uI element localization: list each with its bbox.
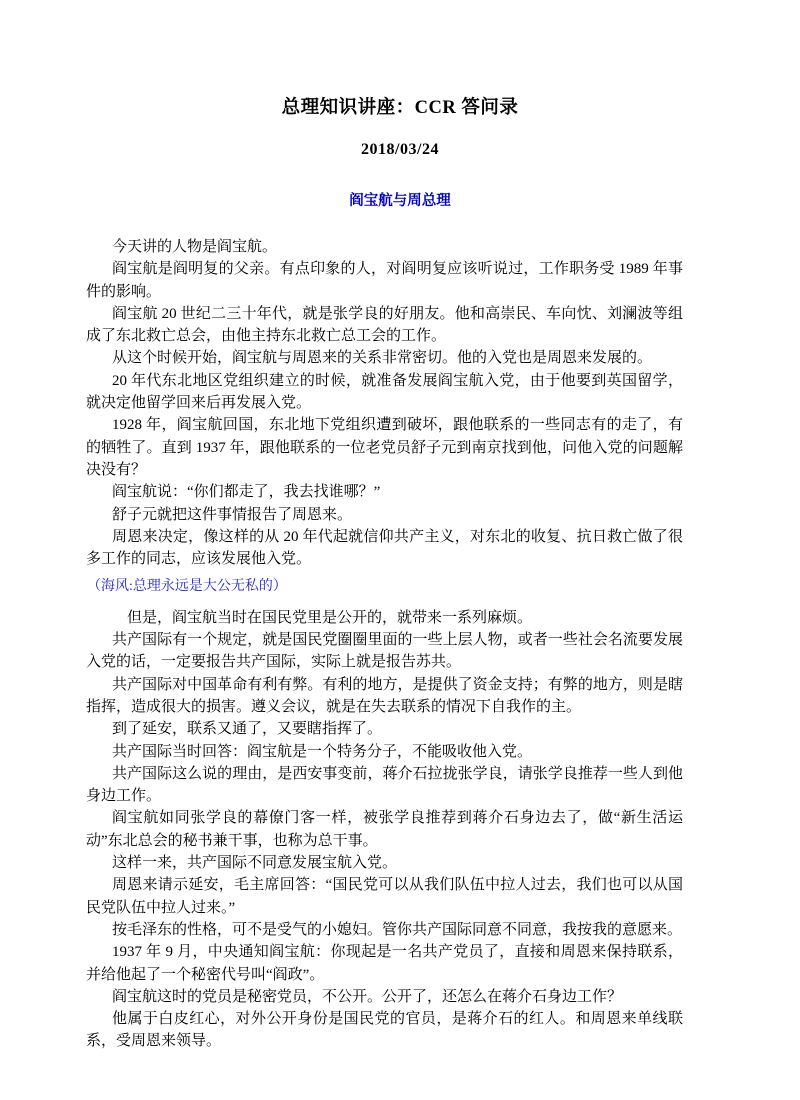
paragraph: 1928 年，阎宝航回国，东北地下党组织遭到破坏，跟他联系的一些同志有的走了，有的牺牲了。直到 1937 年，跟他联系的一位老党员舒子元到南京找到他，问他入党的问题解决没有？	[86, 417, 683, 478]
document-date: 2018/03/24	[361, 141, 439, 158]
paragraph: 共产国际有一个规定，就是国民党圈圈里面的一些上层人物，或者一些社会名流要发展入党的话，一定要报告共产国际，实际上就是报告苏共。	[86, 632, 683, 671]
paragraph: 从这个时候开始，阎宝航与周恩来的关系非常密切。他的入党也是周恩来发展的。	[112, 350, 653, 367]
paragraph: 到了延安，联系又通了，又要瞎指挥了。	[112, 721, 383, 738]
paragraph: 1937 年 9 月，中央通知阎宝航：你现起是一名共产党员了，直接和周恩来保持联系，并给他起了一个秘密代号叫“阎政”。	[86, 944, 683, 983]
paragraph: 阎宝航说：“你们都走了，我去找谁哪？”	[112, 484, 381, 501]
paragraph: 他属于白皮红心，对外公开身份是国民党的官员，是蒋介石的红人。和周恩来单线联系，受周恩来领导。	[86, 1011, 683, 1050]
document-title: 总理知识讲座：CCR 答问录	[281, 98, 519, 118]
paragraph: 但是，阎宝航当时在国民党里是公开的，就带来一系列麻烦。	[127, 609, 533, 626]
commenter-note: （海风:总理永远是大公无私的）	[87, 579, 287, 595]
document-body	[86, 236, 683, 1053]
paragraph: 20 年代东北地区党组织建立的时候，就准备发展阎宝航入党，由于他要到英国留学，就决定他留学回来后再发展入党。	[86, 372, 683, 412]
paragraph: 共产国际当时回答：阎宝航是一个特务分子，不能吸收他入党。	[112, 743, 533, 760]
section-heading: 阎宝航与周总理	[349, 193, 451, 209]
paragraph: 今天讲的人物是阎宝航。	[112, 239, 278, 255]
paragraph: 这样一来，共产国际不同意发展宝航入党。	[112, 855, 398, 872]
paragraph: 阎宝航是阎明复的父亲。有点印象的人，对阎明复应该听说过，工作职务受 1989 年事件的影响。	[86, 261, 683, 300]
paragraph: 阎宝航如同张学良的幕僚门客一样，被张学良推荐到蒋介石身边去了，做“新生活运动”东北总会的秘书兼干事，也称为总干事。	[86, 810, 683, 849]
paragraph: 共产国际这么说的理由，是西安事变前，蒋介石拉拢张学良，请张学良推荐一些人到他身边工作。	[86, 765, 683, 805]
paragraph: 周恩来决定，像这样的从 20 年代起就信仰共产主义，对东北的收复、抗日救亡做了很多工作的同志，应该发展他入党。	[86, 528, 683, 568]
paragraph: 舒子元就把这件事情报告了周恩来。	[112, 506, 353, 523]
paragraph: 周恩来请示延安，毛主席回答：“国民党可以从我们队伍中拉人过去，我们也可以从国民党队伍中拉人过来。”	[86, 877, 683, 916]
paragraph: 阎宝航 20 世纪二三十年代，就是张学良的好朋友。他和高崇民、车向忱、刘澜波等组成了东北救亡总会，由他主持东北救亡总工会的工作。	[86, 305, 683, 345]
paragraph: 阎宝航这时的党员是秘密党员，不公开。公开了，还怎么在蒋介石身边工作？	[112, 988, 623, 1005]
paragraph: 共产国际对中国革命有利有弊。有利的地方，是提供了资金支持；有弊的地方，则是瞎指挥，造成很大的损害。遵义会议，就是在失去联系的情况下自我作的主。	[86, 676, 683, 715]
paragraph: 按毛泽东的性格，可不是受气的小媳妇。管你共产国际同意不同意，我按我的意愿来。	[112, 921, 683, 938]
